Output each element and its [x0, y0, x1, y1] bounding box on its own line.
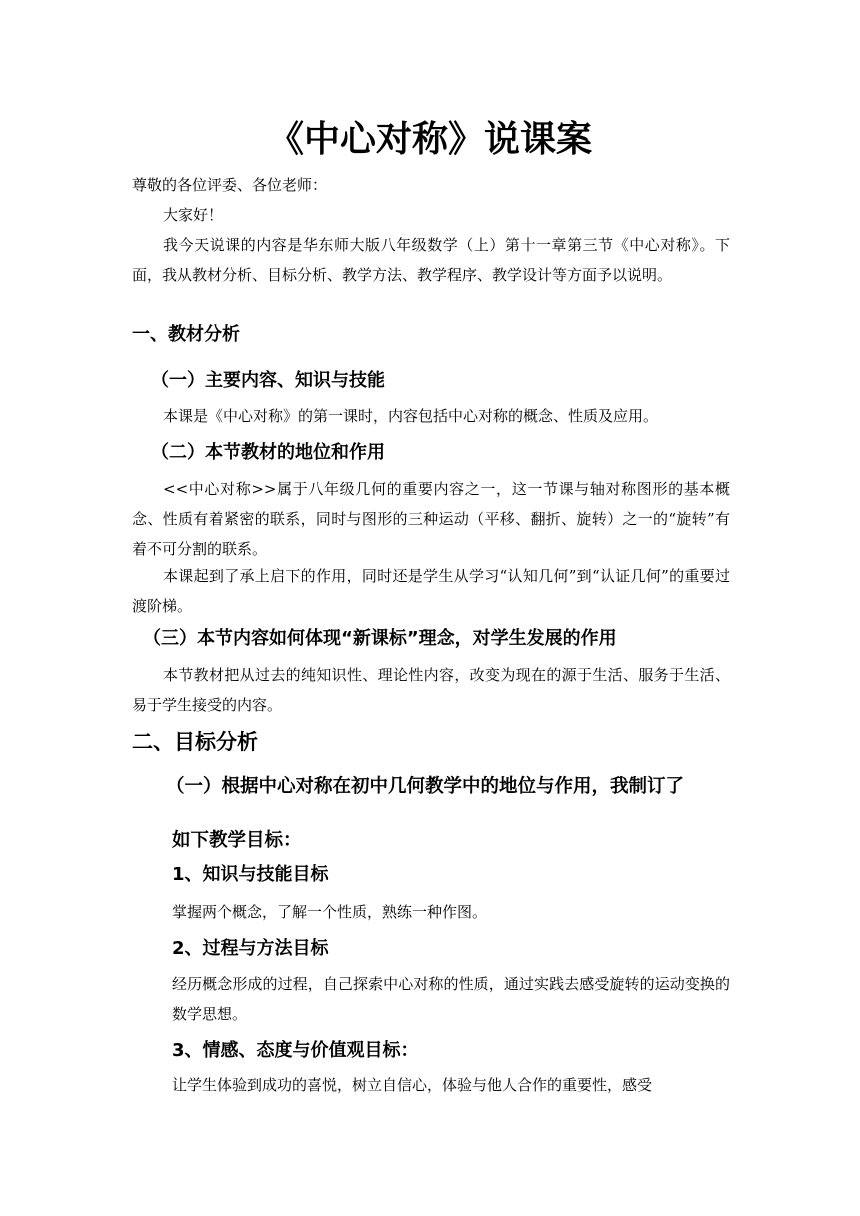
- main-content-paragraph: 本课是《中心对称》的第一课时，内容包括中心对称的概念、性质及应用。: [163, 407, 659, 425]
- subsection-heading-new-curriculum: （三）本节内容如何体现“新课标”理念，对学生发展的作用: [143, 628, 617, 649]
- goal-intro-heading-line1: （一）根据中心对称在初中几何教学中的地位与作用，我制订了: [166, 776, 685, 797]
- role-paragraph-2: 本课起到了承上启下的作用，同时还是学生从学习“认知几何”到“认证几何”的重要过渡阶梯。: [132, 567, 730, 615]
- goal-text-attitude: 让学生体验到成功的喜悦，树立自信心，体验与他人合作的重要性，感受: [172, 1076, 653, 1094]
- greeting-text: 尊敬的各位评委、各位老师：: [132, 176, 328, 194]
- section-heading-textbook-analysis: 一、教材分析: [132, 324, 240, 345]
- goal-intro-heading: [166, 760, 736, 868]
- goal-intro-heading-line2: 如下教学目标：: [172, 830, 302, 851]
- role-paragraph-1: <<中心对称>>属于八年级几何的重要内容之一，这一节课与轴对称图形的基本概念、性质有着紧密的联系，同时与图形的三种运动（平移、翻折、旋转）之一的“旋转”有着不可分割的联系。: [132, 480, 730, 558]
- intro-paragraph: 我今天说课的内容是华东师大版八年级数学（上）第十一章第三节《中心对称》。下面，我从教材分析、目标分析、教学方法、教学程序、教学设计等方面予以说明。: [132, 236, 730, 284]
- goal-heading-process: 2、过程与方法目标: [172, 938, 329, 959]
- goal-text-knowledge: 掌握两个概念，了解一个性质，熟练一种作图。: [172, 903, 488, 921]
- goal-text-process: 经历概念形成的过程，自己探索中心对称的性质，通过实践去感受旋转的运动变换的数学思想。: [172, 975, 730, 1023]
- subsection-heading-role: （二）本节教材的地位和作用: [151, 442, 385, 463]
- hello-text: 大家好！: [163, 206, 224, 224]
- goal-heading-attitude: 3、情感、态度与价值观目标：: [172, 1040, 419, 1061]
- goal-heading-knowledge: 1、知识与技能目标: [172, 864, 329, 885]
- document-title: 《中心对称》说课案: [267, 119, 592, 160]
- section-heading-goal-analysis: 二、目标分析: [132, 730, 258, 754]
- subsection-heading-main-content: （一）主要内容、知识与技能: [151, 370, 385, 391]
- new-curriculum-paragraph: 本节教材把从过去的纯知识性、理论性内容，改变为现在的源于生活、服务于生活、易于学生接受的内容。: [132, 666, 730, 714]
